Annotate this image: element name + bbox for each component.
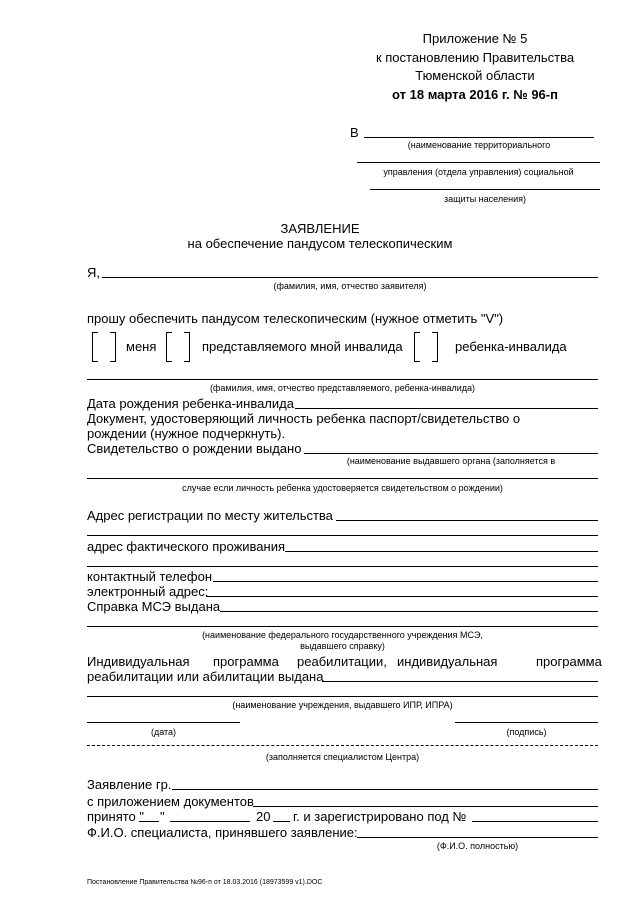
document-subtitle: на обеспечение пандусом телескопическим bbox=[187, 236, 453, 251]
resolution-line: к постановлению Правительства bbox=[375, 50, 575, 65]
statement-label: Заявление гр. bbox=[87, 777, 172, 792]
document-title: ЗАЯВЛЕНИЕ bbox=[280, 221, 360, 236]
mse-line[interactable] bbox=[220, 611, 598, 612]
certificate-line[interactable] bbox=[304, 453, 598, 454]
actual-address-label: адрес фактического проживания bbox=[87, 539, 286, 554]
accepted-year-line[interactable] bbox=[273, 821, 290, 822]
program-issued-label: реабилитации или абилитации выдана bbox=[87, 669, 324, 684]
checkbox-self[interactable] bbox=[92, 332, 116, 360]
accepted-year-prefix: 20 bbox=[256, 809, 271, 824]
mse-caption-2: выдавшего справку) bbox=[300, 641, 385, 651]
section-divider bbox=[87, 745, 598, 746]
addressee-line-2[interactable] bbox=[357, 162, 600, 163]
center-caption: (заполняется специалистом Центра) bbox=[265, 752, 420, 762]
specialist-label: Ф.И.О. специалиста, принявшего заявление: bbox=[87, 825, 358, 840]
applicant-prefix: Я, bbox=[87, 265, 100, 280]
accepted-suffix: г. и зарегистрировано под № bbox=[293, 809, 467, 824]
signature-line[interactable] bbox=[455, 722, 598, 723]
addressee-caption-2: управления (отдела управления) социальной bbox=[383, 167, 574, 177]
program-word-2: программа bbox=[213, 654, 279, 669]
mse-caption-1: (наименование федерального государственного учреждения МСЭ, bbox=[202, 630, 483, 640]
certificate-label: Свидетельство о рождении выдано bbox=[87, 441, 302, 456]
date-caption: (дата) bbox=[150, 727, 177, 737]
addressee-caption-1: (наименование территориального bbox=[407, 140, 551, 150]
certificate-caption-1: (наименование выдавшего органа (заполняется в bbox=[346, 456, 556, 466]
program-word-1: Индивидуальная bbox=[87, 654, 190, 669]
accepted-quote: " bbox=[160, 809, 165, 824]
identity-document-label: Документ, удостоверяющий личность ребенка паспорт/свидетельство о bbox=[87, 411, 521, 426]
registration-address-line[interactable] bbox=[336, 520, 598, 521]
footer-filename: Постановление Правительства №96-п от 18.03.2016 (18973599 v1).DOC bbox=[87, 879, 323, 886]
accepted-month-line[interactable] bbox=[170, 821, 250, 822]
represented-name-line[interactable] bbox=[87, 379, 598, 380]
request-text: прошу обеспечить пандусом телескопическим (нужное отметить "V") bbox=[87, 311, 504, 326]
checkbox-child[interactable] bbox=[414, 332, 438, 360]
birth-date-line[interactable] bbox=[295, 408, 598, 409]
addressee-caption-3: защиты населения) bbox=[444, 194, 526, 204]
date-line[interactable] bbox=[87, 722, 240, 723]
applicant-name-line[interactable] bbox=[102, 277, 598, 278]
registration-address-label: Адрес регистрации по месту жительства bbox=[87, 508, 333, 523]
phone-line[interactable] bbox=[213, 581, 598, 582]
certificate-line-2[interactable] bbox=[87, 478, 598, 479]
signature-caption: (подпись) bbox=[506, 727, 547, 737]
option-represented-label: представляемого мной инвалида bbox=[202, 339, 403, 354]
certificate-caption-2: случае если личность ребенка удостоверяется свидетельством о рождении) bbox=[182, 483, 503, 493]
addressee-prefix: В bbox=[350, 125, 359, 140]
appendix-number: Приложение № 5 bbox=[422, 31, 528, 46]
addressee-line-1[interactable] bbox=[364, 137, 594, 138]
program-word-5: программа bbox=[536, 654, 602, 669]
option-self-label: меня bbox=[126, 339, 157, 354]
addressee-line-3[interactable] bbox=[370, 189, 600, 190]
mse-line-2[interactable] bbox=[87, 626, 598, 627]
applicant-caption: (фамилия, имя, отчество заявителя) bbox=[273, 281, 427, 291]
actual-address-line[interactable] bbox=[285, 551, 598, 552]
birth-date-label: Дата рождения ребенка-инвалида bbox=[87, 396, 294, 411]
email-line[interactable] bbox=[206, 596, 598, 597]
program-issued-line[interactable] bbox=[322, 681, 598, 682]
program-caption: (наименование учреждения, выдавшего ИПР, ИПРА) bbox=[232, 700, 453, 710]
accepted-prefix: принято " bbox=[87, 809, 145, 824]
specialist-line[interactable] bbox=[357, 837, 598, 838]
accepted-day-line[interactable] bbox=[139, 821, 159, 822]
statement-line[interactable] bbox=[172, 789, 598, 790]
documents-line[interactable] bbox=[253, 806, 598, 807]
registration-address-line-2[interactable] bbox=[87, 535, 598, 536]
program-word-3: реабилитации, bbox=[297, 654, 387, 669]
program-issued-line-2[interactable] bbox=[87, 696, 598, 697]
option-child-label: ребенка-инвалида bbox=[455, 339, 567, 354]
registration-number-line[interactable] bbox=[472, 821, 598, 822]
email-label: электронный адрес: bbox=[87, 584, 209, 599]
documents-label: с приложением документов bbox=[87, 794, 254, 809]
phone-label: контактный телефон bbox=[87, 569, 212, 584]
mse-label: Справка МСЭ выдана bbox=[87, 599, 221, 614]
checkbox-represented[interactable] bbox=[166, 332, 190, 360]
program-word-4: индивидуальная bbox=[397, 654, 498, 669]
identity-document-label-2: рождении (нужное подчеркнуть). bbox=[87, 426, 286, 441]
resolution-date: от 18 марта 2016 г. № 96-п bbox=[392, 87, 558, 102]
actual-address-line-2[interactable] bbox=[87, 566, 598, 567]
region-line: Тюменской области bbox=[415, 68, 535, 83]
represented-name-caption: (фамилия, имя, отчество представляемого, ребенка-инвалида) bbox=[209, 383, 476, 393]
specialist-caption: (Ф.И.О. полностью) bbox=[436, 841, 519, 851]
